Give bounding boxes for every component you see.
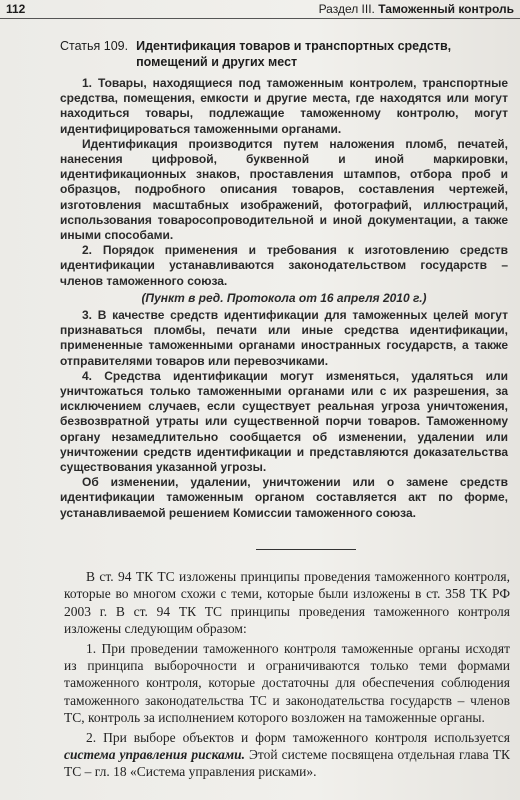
article-paragraph: 1. Товары, находящиеся под таможенным контролем, транспортные средства, помещения, емкости и другие места, где находятся или могут находиться товары, подлежащие таможенному контролю, могут идентифицироваться таможенными органами. (60, 76, 508, 136)
section-title: Таможенный контроль (378, 2, 514, 16)
page-header (0, 0, 520, 19)
commentary-text: Этой системе посвящена отдельная глава ТК ТС – гл. 18 «Система управления рисками». (64, 747, 510, 780)
commentary-text: 2. При выборе объектов и форм таможенного контроля используется (86, 729, 510, 745)
page-number: 112 (6, 2, 26, 16)
commentary (64, 568, 510, 781)
article-paragraph: Об изменении, удалении, уничтожении или о замене средств идентификации таможенным органом составляется акт по форме, устанавливаемой решением Комиссии таможенного союза. (60, 475, 508, 520)
commentary-paragraph (64, 729, 510, 781)
commentary-paragraph: 1. При проведении таможенного контроля таможенные органы исходят из принципа выборочности и ограничиваются только теми формами таможенного контроля, которые достаточны для обеспечения соблюдения таможенного законодательства ТС и законодательства государств – членов ТС, контроль за исполнением которого возложен на таможенные органы. (64, 640, 510, 726)
article-paragraph: 4. Средства идентификации могут изменяться, удаляться или уничтожаться только таможенными органами или с их разрешения, за исключением случаев, если существует реальная угроза уничтожения, безвозвратной утраты или существенной порчи товаров. Таможенному органу незамедлительно сообщается об изменении, удалении или уничтожении средств идентификации и представляются доказательства существования указанной угрозы. (60, 368, 508, 475)
article-label: Статья 109. (60, 39, 129, 53)
article-109 (60, 38, 508, 521)
amendment-note: (Пункт в ред. Протокола от 16 апреля 2010 г.) (141, 290, 427, 305)
article-body (60, 76, 508, 521)
article-paragraph: 3. В качестве средств идентификации для таможенных целей могут признаваться пломбы, печати или иные средства идентификации, примененные таможенными органами иностранных государств, а также отправителями товаров или перевозчиками. (60, 308, 508, 368)
article-paragraph: Идентификация производится путем наложения пломб, печатей, нанесения цифровой, буквенной и иной маркировки, идентификационных знаков, проставления штампов, отбора проб и образцов, подробного описания товаров, составления чертежей, изготовления масштабных изображений, фотографий, иллюстраций, использования товаросопроводительной и иной документации, а также иными способами. (60, 136, 508, 243)
section-number: Раздел III. (318, 2, 375, 16)
key-term: система управления рисками. (64, 747, 245, 763)
section-divider (256, 549, 356, 550)
running-head (319, 2, 514, 16)
commentary-paragraph: В ст. 94 ТК ТС изложены принципы проведения таможенного контроля, которые во многом схожи с теми, которые были изложены в ст. 358 ТК РФ 2003 г. В ст. 94 ТК ТС принципы проведения таможенного контроля изложены следующим образом: (64, 569, 510, 637)
article-paragraph: 2. Порядок применения и требования к изготовлению средств идентификации устанавливаются законодательством государств – членов таможенного союза. (60, 243, 508, 288)
article-heading (60, 38, 508, 70)
article-title: Идентификация товаров и транспортных средств, помещений и других мест (136, 39, 452, 69)
